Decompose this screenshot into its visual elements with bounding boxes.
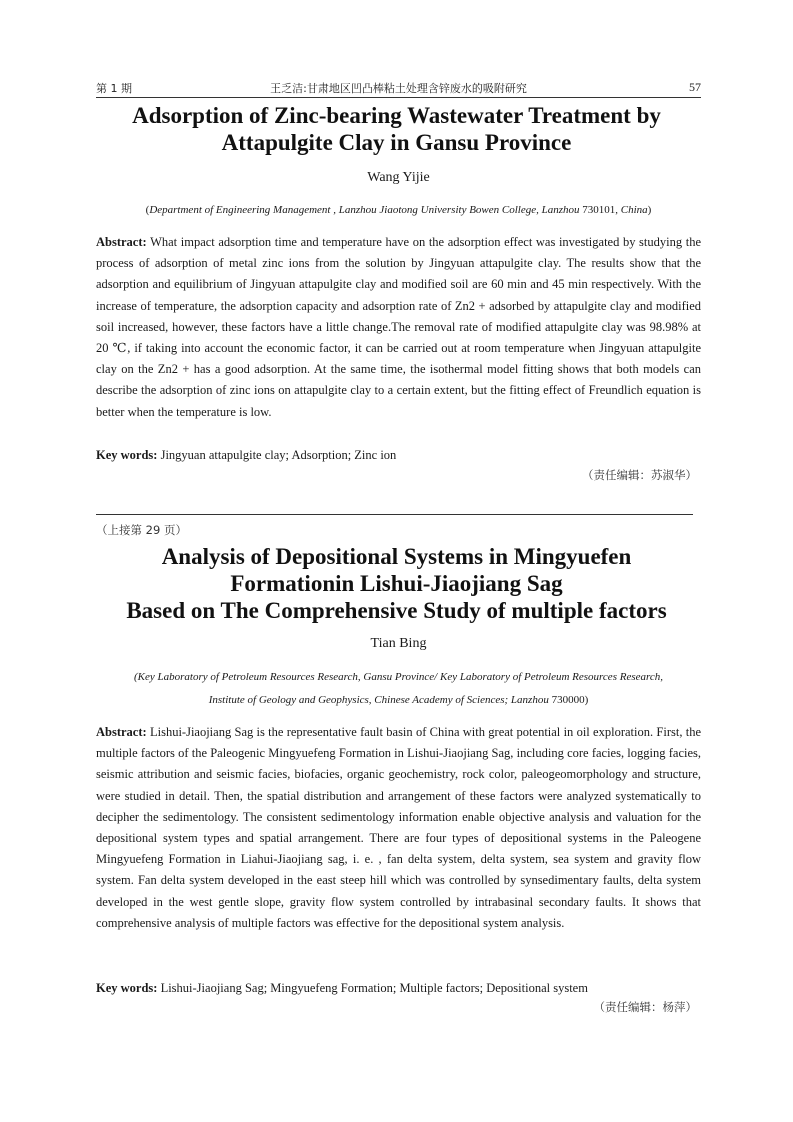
affil-institution: Department of Engineering Management , Lanzhou Jiaotong University Bowen College, Lanzhou xyxy=(149,204,580,216)
keywords-label: Key words: xyxy=(96,448,158,462)
article2-title-line3: Based on The Comprehensive Study of multiple factors xyxy=(126,598,667,623)
article2-editor: （责任编辑：杨萍） xyxy=(593,1000,697,1014)
keywords-label: Key words: xyxy=(96,981,158,995)
article2-title-line1: Analysis of Depositional Systems in Mingyuefen xyxy=(161,544,632,569)
affil-line1: (Key Laboratory of Petroleum Resources Research, Gansu Province/ Key Laboratory of Petroleum Resources Research, xyxy=(133,671,663,683)
affil-open-paren: ( xyxy=(145,204,150,216)
continued-note: （上接第 29 页） xyxy=(96,523,187,537)
article1-author: Wang Yijie xyxy=(367,170,430,185)
article2-affiliation xyxy=(96,666,701,712)
section-divider xyxy=(96,514,693,515)
affil-postcode: 730101, xyxy=(579,204,621,216)
abstract-label: Abstract: xyxy=(96,235,147,249)
affil-country: China xyxy=(620,204,648,216)
abstract-label: Abstract: xyxy=(96,725,147,739)
article1-title xyxy=(60,102,733,156)
keywords-text: Jingyuan attapulgite clay; Adsorption; Zinc ion xyxy=(157,448,397,462)
issue-number: 第 1 期 xyxy=(96,82,132,95)
article1-keywords xyxy=(96,447,701,463)
article2-author: Tian Bing xyxy=(370,636,427,651)
article1-editor: （责任编辑：苏淑华） xyxy=(582,468,697,482)
header-rule xyxy=(96,97,701,98)
article2-abstract xyxy=(96,722,701,934)
article2-affiliation-line2 xyxy=(96,689,701,712)
affil-postcode: 730000) xyxy=(548,694,589,706)
article2-affiliation-line1 xyxy=(96,666,701,689)
article1-abstract xyxy=(96,232,701,423)
article1-affiliation xyxy=(96,199,701,222)
affil-line2: Institute of Geology and Geophysics, Chinese Academy of Sciences; Lanzhou xyxy=(208,694,549,706)
running-header xyxy=(96,80,701,96)
abstract-text: Lishui-Jiaojiang Sag is the representative fault basin of China with great potential in oil exploration. First, the multiple factors of the Paleogenic Mingyuefeng Formation in Lishui-Jiaojiang Sag, including core facies, logging facies, seismic attribution and seismic facies, biofacies, organic geochemistry, rock color, paleogeomorphology and structure, were studied in detail. Then, the spatial distribution and arrangement of these factors were analyzed systematically to decipher the sedimentology. The consistent sedimentology information enable objective analysis and valuation for the depositional system types and spatial arrangement. There are four types of depositional systems in the Paleogene Mingyuefeng Formation in Liahui-Jiaojiang sag, i. e. , fan delta system, delta system, sea system and gravity flow system. Fan delta system developed in the east steep hill which was controlled by synsedimentary faults, delta system developed in the west gentle slope, gravity flow system controlled by intrabasinal secondary faults. It shows that comprehensive analysis of multiple factors was effective for the depositional system analysis. xyxy=(96,725,701,930)
affil-close-paren: ) xyxy=(647,204,652,216)
article1-title-line1: Adsorption of Zinc-bearing Wastewater Treatment by xyxy=(132,103,661,128)
article2-title xyxy=(60,543,733,624)
page-number: 57 xyxy=(689,80,701,94)
article1-title-line2: Attapulgite Clay in Gansu Province xyxy=(221,130,572,155)
abstract-text: What impact adsorption time and temperature have on the adsorption effect was investigated by studying the process of adsorption of metal zinc ions from the solution by Jingyuan attapulgite clay. The results show that the adsorption and equilibrium of Jingyuan attapulgite clay and modified soil are 60 min and 45 min respectively. With the increase of temperature, the adsorption capacity and adsorption rate of Zn2 + adsorbed by attapulgite clay and modified soil increased, however, these factors have a little change.The removal rate of modified attapulgite clay was 98.98% at 20 ℃, if taking into account the economic factor, it can be carried out at room temperature when Jingyuan attapulgite clay on the Zn2 + has a good adsorption. At the same time, the isothermal model fitting shows that both models can describe the adsorption of zinc ions on attapulgite clay to a certain extent, but the fitting effect of Freundlich equation is better when the temperature is low. xyxy=(96,235,701,419)
article2-title-line2: Formationin Lishui-Jiaojiang Sag xyxy=(230,571,563,596)
keywords-text: Lishui-Jiaojiang Sag; Mingyuefeng Formation; Multiple factors; Depositional system xyxy=(157,981,588,995)
article2-keywords xyxy=(96,980,701,996)
running-article-title: 王乏洁:甘肃地区凹凸棒粘土处理含锌废水的吸附研究 xyxy=(270,82,527,95)
